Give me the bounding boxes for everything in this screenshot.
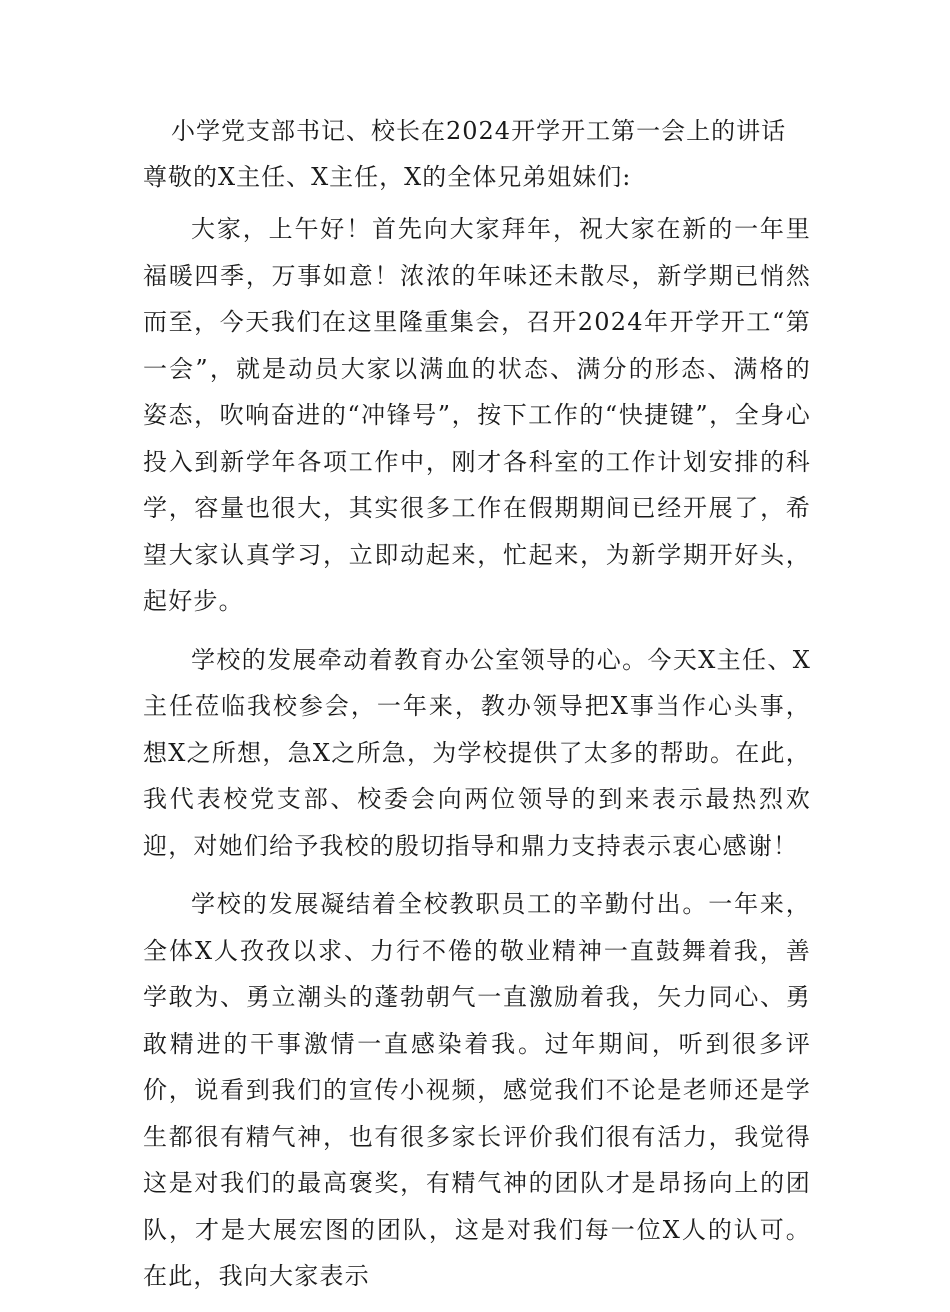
document-body — [143, 108, 811, 1312]
paragraph-staff-thanks: 学校的发展凝结着全校教职员工的辛勤付出。一年来，全体X人孜孜以求、力行不倦的敬业精神一直鼓舞着我，善学敢为、勇立潮头的蓬勃朝气一直激励着我，矢力同心、勇敢精进的干事激情一直感染着我。过年期间，听到很多评价，说看到我们的宣传小视频，感觉我们不论是老师还是学生都很有精气神，也有很多家长评价我们很有活力，我觉得这是对我们的最高褒奖，有精气神的团队才是昂扬向上的团队，才是大展宏图的团队，这是对我们每一位X人的认可。在此，我向大家表示 — [143, 890, 811, 1290]
paragraph-leadership-thanks: 学校的发展牵动着教育办公室领导的心。今天X主任、X主任莅临我校参会，一年来，教办领导把X事当作心头事，想X之所想，急X之所急，为学校提供了太多的帮助。在此，我代表校党支部、校委会向两位领导的到来表示最热烈欢迎，对她们给予我校的殷切指导和鼎力支持表示衷心感谢！ — [143, 645, 811, 860]
document-title: 小学党支部书记、校长在2024开学开工第一会上的讲话 — [171, 117, 787, 145]
speech-greeting: 尊敬的X主任、X主任，X的全体兄弟姐妹们: — [143, 163, 632, 191]
paragraph-opening: 大家，上午好！首先向大家拜年，祝大家在新的一年里福暖四季，万事如意！浓浓的年味还未散尽，新学期已悄然而至，今天我们在这里隆重集会，召开2024年开学开工“第一会”，就是动员大家以满血的状态、满分的形态、满格的姿态，吹响奋进的“冲锋号”，按下工作的“快捷键”，全身心投入到新学年各项工作中，刚才各科室的工作计划安排的科学，容量也很大，其实很多工作在假期期间已经开展了，希望大家认真学习，立即动起来，忙起来，为新学期开好头，起好步。 — [143, 215, 811, 615]
